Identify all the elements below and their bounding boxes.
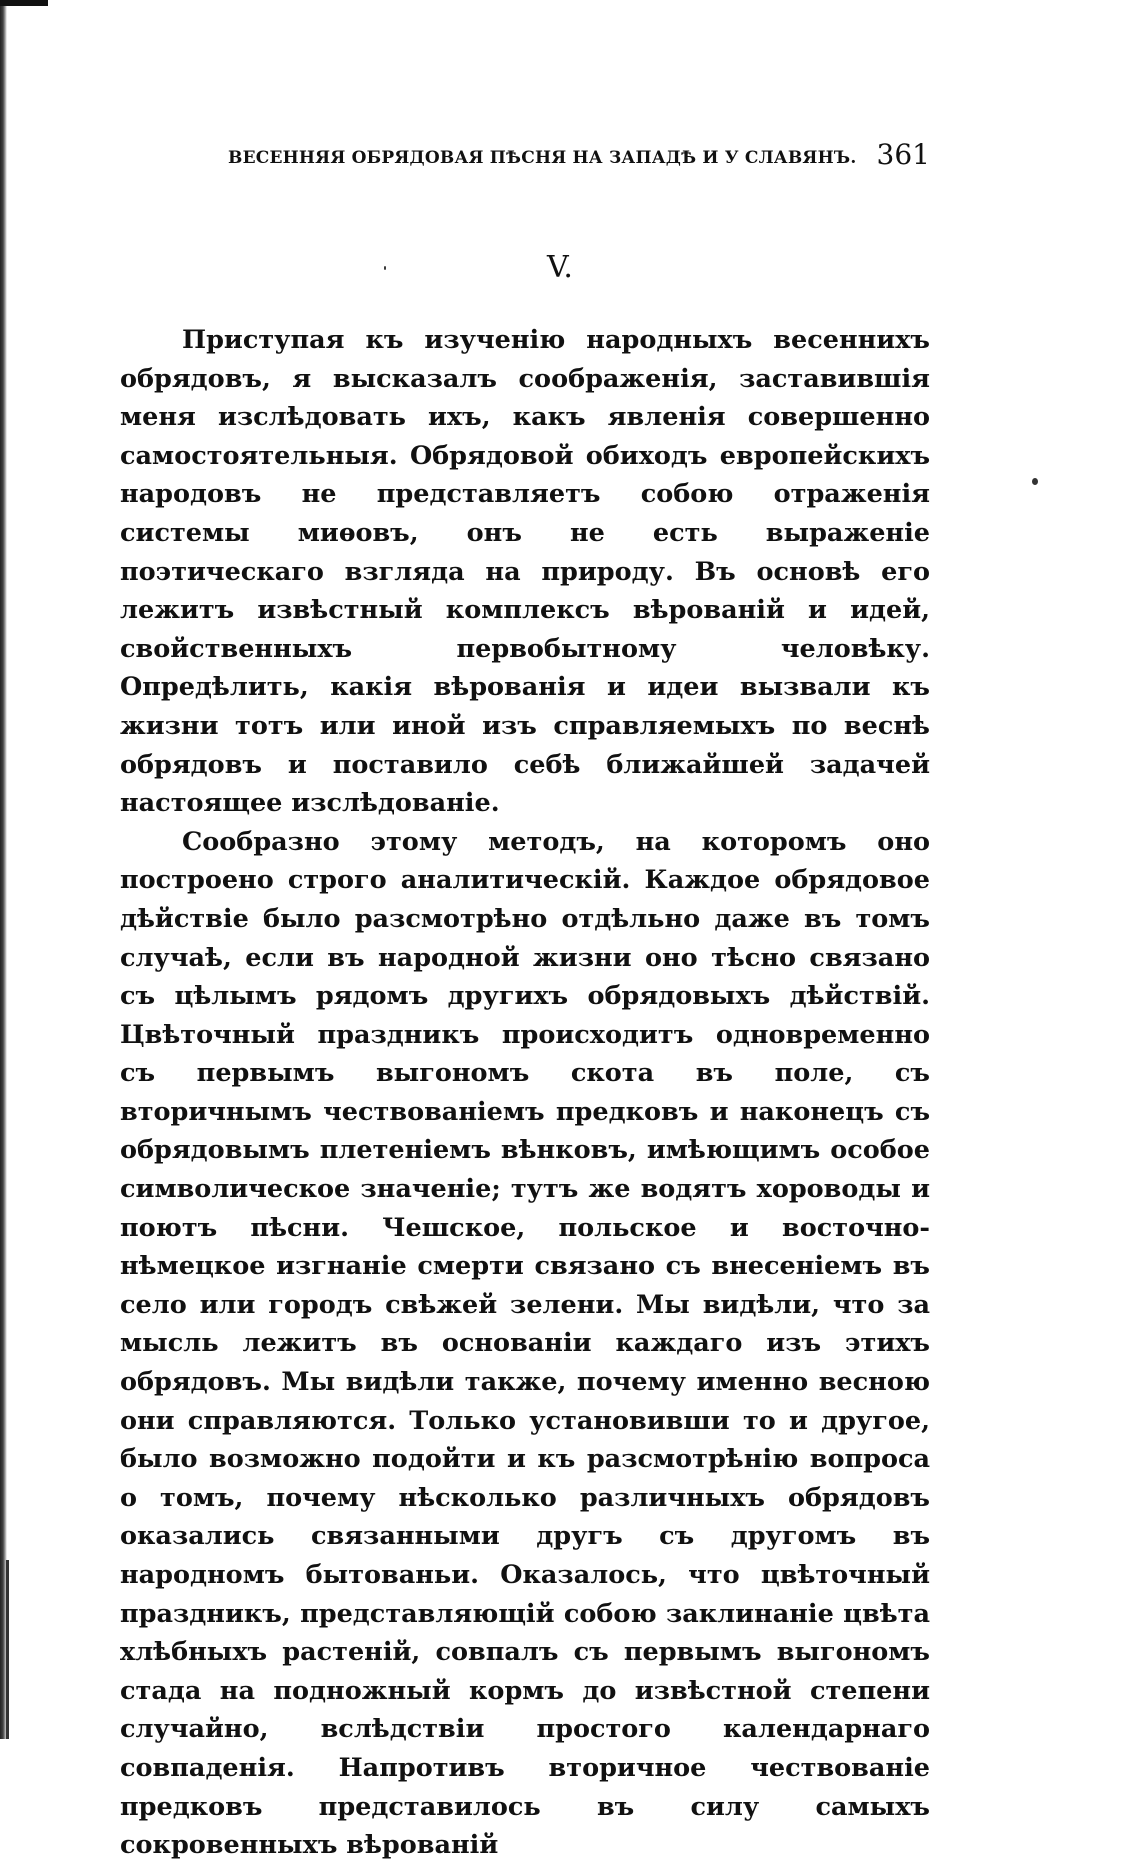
paragraph: Приступая къ изученію народныхъ весеннихъ обрядовъ, я высказалъ соображенія, заставившія меня изслѣдовать ихъ, какъ явленія совершенно самостоятельныя. Обрядовой обиходъ европейскихъ народовъ не представляетъ собою отраженія системы миѳовъ, онъ не есть выраженіе поэтическаго взгляда на природу. Въ основѣ его лежитъ извѣстный комплексъ вѣрованій и идей, свойственныхъ первобытному человѣку. Опредѣлить, какія вѣрованія и идеи вызвали къ жизни тотъ или иной изъ справляемыхъ по веснѣ обрядовъ и поставило себѣ ближайшей задачей настоящее изслѣдованіе. — [120, 325, 930, 819]
scan-left-edge — [0, 0, 7, 1739]
paragraph: Сообразно этому методъ, на которомъ оно построено строго аналитическій. Каждое обрядовое дѣйствіе было разсмотрѣно отдѣльно даже въ томъ случаѣ, если въ народной жизни оно тѣсно связано съ цѣлымъ рядомъ другихъ обрядовыхъ дѣйствій. Цвѣточный праздникъ происходитъ одновременно съ первымъ выгономъ скота въ поле, съ вторичнымъ чествованіемъ предковъ и наконецъ съ обрядовымъ плетеніемъ вѣнковъ, имѣющимъ особое символическое значеніе; тутъ же водятъ хороводы и поютъ пѣсни. Чешское, польское и восточно-нѣмецкое изгнаніе смерти связано съ внесеніемъ въ село или городъ свѣжей зелени. Мы видѣли, что за мысль лежитъ въ основаніи каждаго изъ этихъ обрядовъ. Мы видѣли также, почему именно весною они справляются. Только установивши то и другое, было возможно подойти и къ разсмотрѣнію вопроса о томъ, почему нѣсколько различныхъ обрядовъ оказались связанными другъ съ другомъ въ народномъ бытованьи. Оказалось, что цвѣточный праздникъ, представляющій собою заклинаніе цвѣта хлѣбныхъ растеній, совпалъ съ первымъ выгономъ стада на подножный кормъ до извѣстной степени случайно, вслѣдствіи простого календарнаго совпаденія. Напротивъ вторичное чествованіе предковъ представилось въ силу самыхъ сокровенныхъ вѣрованій — [120, 826, 930, 1861]
running-title: ВЕСЕННЯЯ ОБРЯДОВАЯ ПѢСНЯ НА ЗАПАДѢ И У СЛАВЯНЪ. — [228, 148, 857, 168]
scan-speck — [1032, 478, 1038, 485]
scan-margin-mark — [6, 1560, 9, 1739]
section-number: V. — [547, 250, 573, 285]
book-page — [120, 130, 930, 1865]
scan-corner-mark — [0, 0, 48, 6]
running-head — [120, 130, 930, 190]
page-number: 361 — [876, 138, 930, 171]
